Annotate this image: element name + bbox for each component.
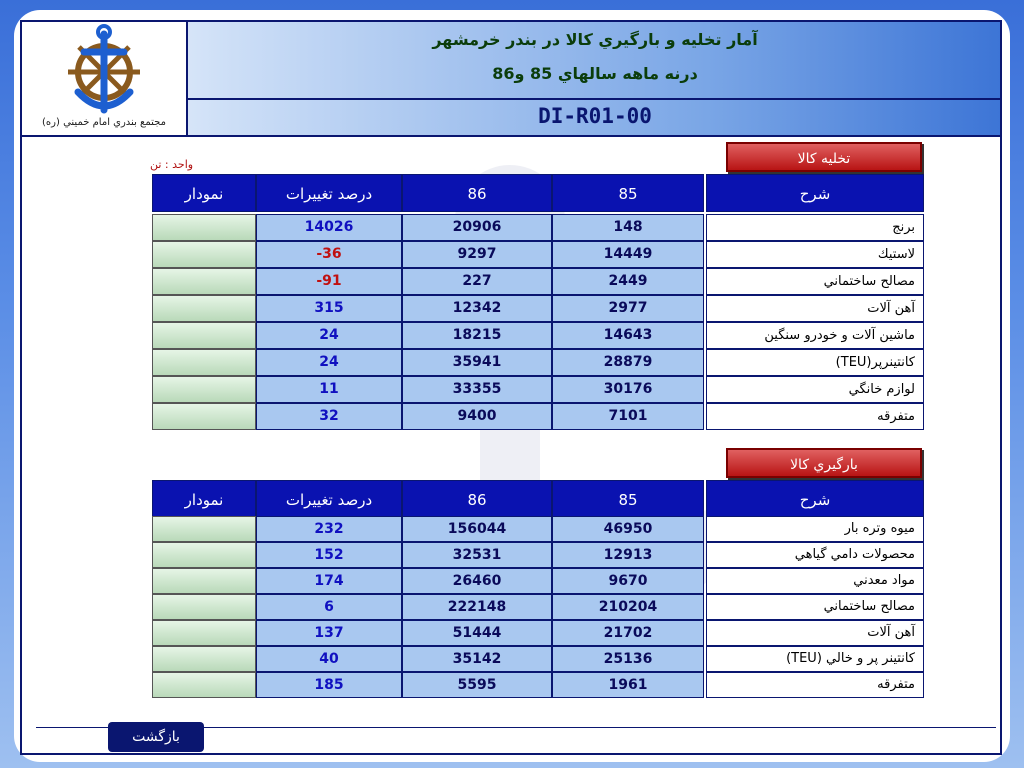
change-percent-cell: -91 xyxy=(256,268,402,295)
column-header-85: 85 xyxy=(552,480,704,518)
change-percent-cell: 137 xyxy=(256,620,402,646)
description-cell: لوازم خانگي xyxy=(706,376,924,403)
change-percent-cell: 14026 xyxy=(256,214,402,241)
description-cell: متفرقه xyxy=(706,403,924,430)
table-row xyxy=(152,349,924,376)
page-subtitle: درنه ماهه سالهاي 85 و86 xyxy=(492,64,698,83)
value-86-cell: 18215 xyxy=(402,322,552,349)
value-86-cell: 9400 xyxy=(402,403,552,430)
chart-button[interactable] xyxy=(152,241,256,268)
column-header-86: 86 xyxy=(402,480,552,518)
change-percent-cell: 6 xyxy=(256,594,402,620)
table-row xyxy=(152,620,924,646)
table-row xyxy=(152,241,924,268)
value-86-cell: 20906 xyxy=(402,214,552,241)
description-cell: ميوه وتره بار xyxy=(706,516,924,542)
table-row xyxy=(152,403,924,430)
chart-button[interactable] xyxy=(152,322,256,349)
description-cell: متفرقه xyxy=(706,672,924,698)
value-86-cell: 9297 xyxy=(402,241,552,268)
value-85-cell: 46950 xyxy=(552,516,704,542)
port-logo-icon xyxy=(22,22,186,118)
table-row xyxy=(152,376,924,403)
value-85-cell: 210204 xyxy=(552,594,704,620)
value-86-cell: 35142 xyxy=(402,646,552,672)
table-row xyxy=(152,322,924,349)
load-section-label: بارگيري كالا xyxy=(726,448,922,478)
column-header-chart: نمودار xyxy=(152,174,256,212)
logo-caption: مجتمع بندري امام خميني (ره) xyxy=(42,117,166,128)
change-percent-cell: 185 xyxy=(256,672,402,698)
table-row xyxy=(152,646,924,672)
description-cell: آهن آلات xyxy=(706,295,924,322)
value-85-cell: 21702 xyxy=(552,620,704,646)
description-cell: برنج xyxy=(706,214,924,241)
value-85-cell: 30176 xyxy=(552,376,704,403)
document-id: DI-R01-00 xyxy=(538,104,652,128)
column-header-chart: نمودار xyxy=(152,480,256,518)
table-row xyxy=(152,568,924,594)
change-percent-cell: 315 xyxy=(256,295,402,322)
value-86-cell: 12342 xyxy=(402,295,552,322)
column-header-pct: درصد تغييرات xyxy=(256,480,402,518)
change-percent-cell: 24 xyxy=(256,322,402,349)
value-86-cell: 156044 xyxy=(402,516,552,542)
table-row xyxy=(152,672,924,698)
value-85-cell: 28879 xyxy=(552,349,704,376)
value-86-cell: 5595 xyxy=(402,672,552,698)
value-85-cell: 148 xyxy=(552,214,704,241)
description-cell: لاستيك xyxy=(706,241,924,268)
value-85-cell: 9670 xyxy=(552,568,704,594)
value-85-cell: 12913 xyxy=(552,542,704,568)
table-row xyxy=(152,268,924,295)
change-percent-cell: 32 xyxy=(256,403,402,430)
change-percent-cell: 152 xyxy=(256,542,402,568)
value-85-cell: 2977 xyxy=(552,295,704,322)
description-cell: كانتينر پر و خالي (TEU) xyxy=(706,646,924,672)
value-86-cell: 32531 xyxy=(402,542,552,568)
header-divider xyxy=(188,98,1002,100)
description-cell: مواد معدني xyxy=(706,568,924,594)
chart-button[interactable] xyxy=(152,349,256,376)
column-header-86: 86 xyxy=(402,174,552,212)
description-cell: مصالح ساختماني xyxy=(706,594,924,620)
column-header-85: 85 xyxy=(552,174,704,212)
description-cell: كانتينرپر(TEU) xyxy=(706,349,924,376)
change-percent-cell: 174 xyxy=(256,568,402,594)
chart-button[interactable] xyxy=(152,568,256,594)
chart-button[interactable] xyxy=(152,268,256,295)
change-percent-cell: 40 xyxy=(256,646,402,672)
chart-button[interactable] xyxy=(152,516,256,542)
page-title: آمار تخليه و بارگيري كالا در بندر خرمشهر xyxy=(432,30,758,49)
value-86-cell: 35941 xyxy=(402,349,552,376)
table-row xyxy=(152,295,924,322)
value-85-cell: 14449 xyxy=(552,241,704,268)
value-85-cell: 1961 xyxy=(552,672,704,698)
change-percent-cell: 11 xyxy=(256,376,402,403)
chart-button[interactable] xyxy=(152,620,256,646)
chart-button[interactable] xyxy=(152,295,256,322)
value-85-cell: 7101 xyxy=(552,403,704,430)
column-header-desc: شرح xyxy=(706,174,924,212)
unit-label: واحد : تن xyxy=(150,158,194,171)
value-86-cell: 51444 xyxy=(402,620,552,646)
value-86-cell: 33355 xyxy=(402,376,552,403)
chart-button[interactable] xyxy=(152,214,256,241)
column-header-pct: درصد تغييرات xyxy=(256,174,402,212)
chart-button[interactable] xyxy=(152,376,256,403)
value-85-cell: 2449 xyxy=(552,268,704,295)
table-row xyxy=(152,594,924,620)
value-85-cell: 14643 xyxy=(552,322,704,349)
table-row xyxy=(152,214,924,241)
chart-button[interactable] xyxy=(152,594,256,620)
unload-section-label: تخليه كالا xyxy=(726,142,922,172)
description-cell: مصالح ساختماني xyxy=(706,268,924,295)
chart-button[interactable] xyxy=(152,542,256,568)
chart-button[interactable] xyxy=(152,646,256,672)
value-86-cell: 222148 xyxy=(402,594,552,620)
value-85-cell: 25136 xyxy=(552,646,704,672)
chart-button[interactable] xyxy=(152,672,256,698)
change-percent-cell: 24 xyxy=(256,349,402,376)
description-cell: ماشين آلات و خودرو سنگين xyxy=(706,322,924,349)
description-cell: آهن آلات xyxy=(706,620,924,646)
description-cell: محصولات دامي گياهي xyxy=(706,542,924,568)
chart-button[interactable] xyxy=(152,403,256,430)
value-86-cell: 26460 xyxy=(402,568,552,594)
value-86-cell: 227 xyxy=(402,268,552,295)
change-percent-cell: -36 xyxy=(256,241,402,268)
change-percent-cell: 232 xyxy=(256,516,402,542)
back-button[interactable]: بازگشت xyxy=(108,722,204,752)
table-row xyxy=(152,516,924,542)
table-row xyxy=(152,542,924,568)
column-header-desc: شرح xyxy=(706,480,924,518)
